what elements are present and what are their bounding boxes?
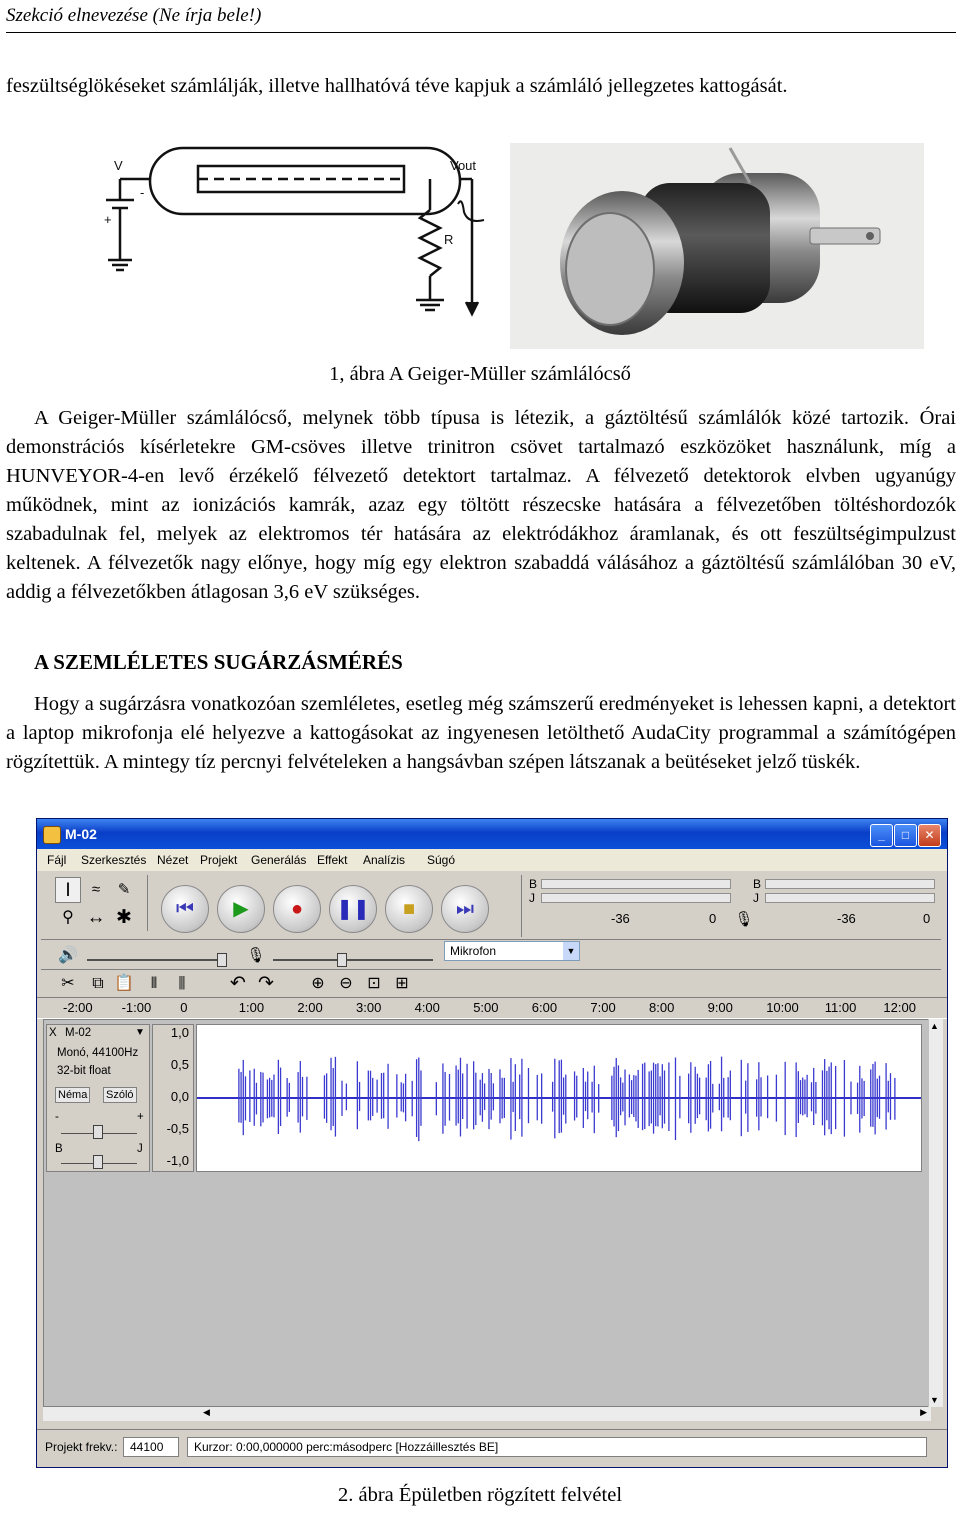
chevron-down-icon[interactable]: ▼	[563, 942, 579, 960]
mic-level-icon: 🎙	[246, 947, 266, 964]
track-close-icon[interactable]: X	[49, 1027, 57, 1039]
menu-file[interactable]: Fájl	[47, 853, 67, 867]
meter-tick: -36	[837, 911, 856, 926]
scroll-down-icon[interactable]: ▼	[930, 1395, 939, 1405]
label-v: V	[114, 158, 123, 173]
amplitude-ruler	[152, 1024, 194, 1172]
title-bar[interactable]	[37, 819, 947, 849]
section-title: Szekció elnevezése (Ne írja bele!)	[6, 5, 262, 26]
ruler-tick: 0	[180, 1000, 188, 1015]
ruler-tick: 8:00	[649, 1000, 675, 1015]
method-paragraph-text: Hogy a sugárzásra vonatkozóan szemléletes, esetleg még számszerű eredményeket is lehessen kapni, a detektort a laptop mikrofonja elé helyezve a kattogásokat az ingyenesen letölthető AudaCity programmal a számítógépen rögzítettük. A mintegy tíz percnyi felvételeken a hangsávban szépen látszanak a beütéseket jelző tüskék.	[6, 693, 956, 773]
ruler-tick: -1:00	[121, 1000, 152, 1015]
skip-end-icon[interactable]: ⏭	[441, 885, 489, 933]
input-source-select[interactable]	[444, 941, 580, 961]
record-icon[interactable]: ●	[273, 885, 321, 933]
project-rate-input[interactable]: 44100	[123, 1437, 179, 1457]
tube-window	[566, 213, 654, 325]
output-volume-slider[interactable]	[87, 959, 227, 961]
multi-tool-icon[interactable]: ✱	[116, 907, 132, 928]
ruler-tick: 9:00	[707, 1000, 733, 1015]
timeshift-tool-icon[interactable]: ↔	[86, 907, 106, 928]
trim-icon[interactable]: ⫴	[150, 975, 158, 992]
track-name-menu[interactable]: M-02	[65, 1027, 92, 1039]
resistor-zigzag	[420, 210, 440, 276]
audacity-window	[36, 818, 948, 1468]
menu-analyze[interactable]: Analízis	[363, 853, 406, 867]
gm-tube-outline	[150, 148, 460, 214]
label-plus: +	[104, 212, 112, 227]
gm-circuit-diagram	[80, 142, 500, 347]
play-icon[interactable]: ▶	[217, 885, 265, 933]
label-vout: Vout	[450, 158, 477, 173]
vertical-scrollbar[interactable]	[928, 1019, 943, 1407]
minimize-button[interactable]: _	[870, 824, 893, 847]
ruler-tick: 5:00	[473, 1000, 499, 1015]
record-meter-b: B	[753, 877, 762, 891]
zoom-tool-icon[interactable]: ⚲	[62, 909, 74, 926]
status-bar	[37, 1429, 947, 1468]
zoom-in-icon[interactable]: ⊕	[311, 975, 325, 992]
waveform[interactable]	[196, 1024, 922, 1172]
copy-icon[interactable]: ⧉	[92, 975, 104, 992]
figure1-caption: 1, ábra A Geiger-Müller számlálócső	[329, 363, 631, 385]
microphone-icon[interactable]: 🎙	[734, 911, 754, 928]
output-volume-knob[interactable]	[217, 953, 227, 967]
track-format: Monó, 44100Hz	[57, 1047, 139, 1059]
fit-project-icon[interactable]: ⊞	[395, 975, 409, 992]
gain-plus: +	[137, 1111, 144, 1123]
pan-right: J	[137, 1143, 143, 1155]
timeline-ruler[interactable]	[37, 997, 947, 1019]
menu-generate[interactable]: Generálás	[251, 853, 307, 867]
playback-meter-j: J	[529, 891, 535, 905]
ruler-tick: 4:00	[414, 1000, 440, 1015]
meter-tick: 0	[923, 911, 931, 926]
ruler-tick: -2:00	[63, 1000, 93, 1015]
app-icon	[43, 826, 61, 844]
menu-edit[interactable]: Szerkesztés	[81, 853, 147, 867]
track-area	[43, 1019, 931, 1407]
menu-help[interactable]: Súgó	[427, 853, 456, 867]
meter-tick: -36	[611, 911, 630, 926]
envelope-tool-icon[interactable]: ≈	[91, 881, 101, 898]
track-control-panel	[46, 1024, 150, 1172]
fit-selection-icon[interactable]: ⊡	[367, 975, 381, 992]
amp-tick: 1,0	[170, 1025, 189, 1040]
horizontal-scrollbar[interactable]	[43, 1407, 931, 1421]
amp-tick: -1,0	[166, 1153, 189, 1168]
track-bit-depth: 32-bit float	[57, 1065, 111, 1077]
amp-tick: -0,5	[166, 1121, 189, 1136]
silence-icon[interactable]: ⫼	[178, 975, 186, 992]
ruler-tick: 10:00	[766, 1000, 799, 1015]
pan-knob[interactable]	[93, 1155, 103, 1169]
ruler-tick: 3:00	[356, 1000, 382, 1015]
gain-minus: -	[55, 1111, 59, 1123]
record-meter-left	[765, 879, 935, 889]
main-paragraph-text: A Geiger-Müller számlálócső, melynek több típusa is létezik, a gáztöltésű számlálók közé tartozik. Órai demonstrációs kísérletekre GM-csöves illetve trinitron csövet tartalmazó eszközöket használunk, míg a HUNVEYOR-4-en levő érzékelő félvezető detektort tartalmaz. A félvezető detektorok elvben ugyanúgy működnek, mint az ionizációs kamrák, azaz egy töltött részecske hatására a félvezetőben töltéshordozók szabadulnak fel, melyek az elektromos tér hatására az elektródákhoz áramlanak, és ott feszültségimpulzust keltenek. A félvezetők nagy előnye, hogy míg egy elektron szabaddá válásához a gáztöltésű számlálóban 30 eV, addig a félvezetőkben átlagosan 3,6 eV szükséges.	[6, 407, 956, 603]
label-r: R	[444, 232, 454, 247]
toolbars	[37, 871, 947, 1001]
ruler-tick: 11:00	[824, 1000, 857, 1015]
playback-meter-b: B	[529, 877, 538, 891]
chevron-down-icon[interactable]: ▼	[135, 1027, 145, 1038]
ruler-tick: 7:00	[590, 1000, 616, 1015]
amp-tick: 0,5	[170, 1057, 189, 1072]
gm-tube-photo	[510, 143, 924, 349]
pause-icon[interactable]: ❚❚	[329, 885, 377, 933]
menu-view[interactable]: Nézet	[157, 853, 189, 867]
main-paragraph	[6, 404, 956, 607]
intro-paragraph: feszültséglökéseket számlálják, illetve hallhatóvá téve kapjuk a számláló jellegzetes kattogását.	[6, 75, 788, 97]
scroll-up-icon[interactable]: ▲	[930, 1021, 939, 1031]
solo-button[interactable]: Szóló	[103, 1087, 137, 1103]
scroll-left-icon[interactable]: ◀	[203, 1407, 210, 1417]
draw-tool-icon[interactable]: ✎	[117, 881, 131, 898]
menu-effect[interactable]: Effekt	[317, 853, 348, 867]
amp-tick: 0,0	[170, 1089, 189, 1104]
speaker-icon: 🔊	[58, 947, 78, 964]
input-volume-knob[interactable]	[337, 953, 347, 967]
meter-tick: 0	[709, 911, 717, 926]
ruler-tick: 2:00	[297, 1000, 323, 1015]
section-heading: A SZEMLÉLETES SUGÁRZÁSMÉRÉS	[34, 650, 403, 674]
scroll-right-icon[interactable]: ▶	[920, 1407, 927, 1417]
pan-left: B	[55, 1143, 63, 1155]
playback-meter-left	[541, 879, 731, 889]
cut-icon[interactable]: ✂	[61, 975, 75, 992]
undo-icon[interactable]: ↶	[230, 973, 246, 994]
cursor-status: Kurzor: 0:00,000000 perc:másodperc [Hozzáillesztés BE]	[187, 1437, 927, 1457]
method-paragraph	[6, 690, 956, 777]
paste-icon[interactable]: 📋	[114, 975, 134, 992]
section-header	[6, 2, 956, 33]
selection-tool-icon[interactable]: I	[55, 877, 81, 903]
gain-knob[interactable]	[93, 1125, 103, 1139]
record-meter-j: J	[753, 891, 759, 905]
menu-bar	[37, 849, 947, 871]
mute-button[interactable]: Néma	[55, 1087, 90, 1103]
redo-icon[interactable]: ↷	[258, 973, 274, 994]
menu-project[interactable]: Projekt	[200, 853, 238, 867]
record-meter-right	[765, 893, 935, 903]
ruler-tick: 6:00	[531, 1000, 558, 1015]
maximize-button[interactable]: □	[894, 824, 917, 847]
window-title: M-02	[65, 826, 97, 842]
label-minus: -	[140, 185, 145, 200]
input-source-value: Mikrofon	[450, 944, 497, 958]
zoom-out-icon[interactable]: ⊖	[339, 975, 353, 992]
playback-meter-right	[541, 893, 731, 903]
ruler-tick: 1:00	[238, 1000, 265, 1015]
ruler-tick: 12:00	[883, 1000, 916, 1015]
project-rate-label: Projekt frekv.:	[45, 1440, 118, 1454]
figure2-caption: 2. ábra Épületben rögzített felvétel	[337, 1484, 623, 1506]
close-button[interactable]: ✕	[918, 824, 941, 847]
input-volume-slider[interactable]	[273, 959, 433, 961]
skip-start-icon[interactable]: ⏮	[161, 885, 209, 933]
stop-icon[interactable]: ■	[385, 885, 433, 933]
